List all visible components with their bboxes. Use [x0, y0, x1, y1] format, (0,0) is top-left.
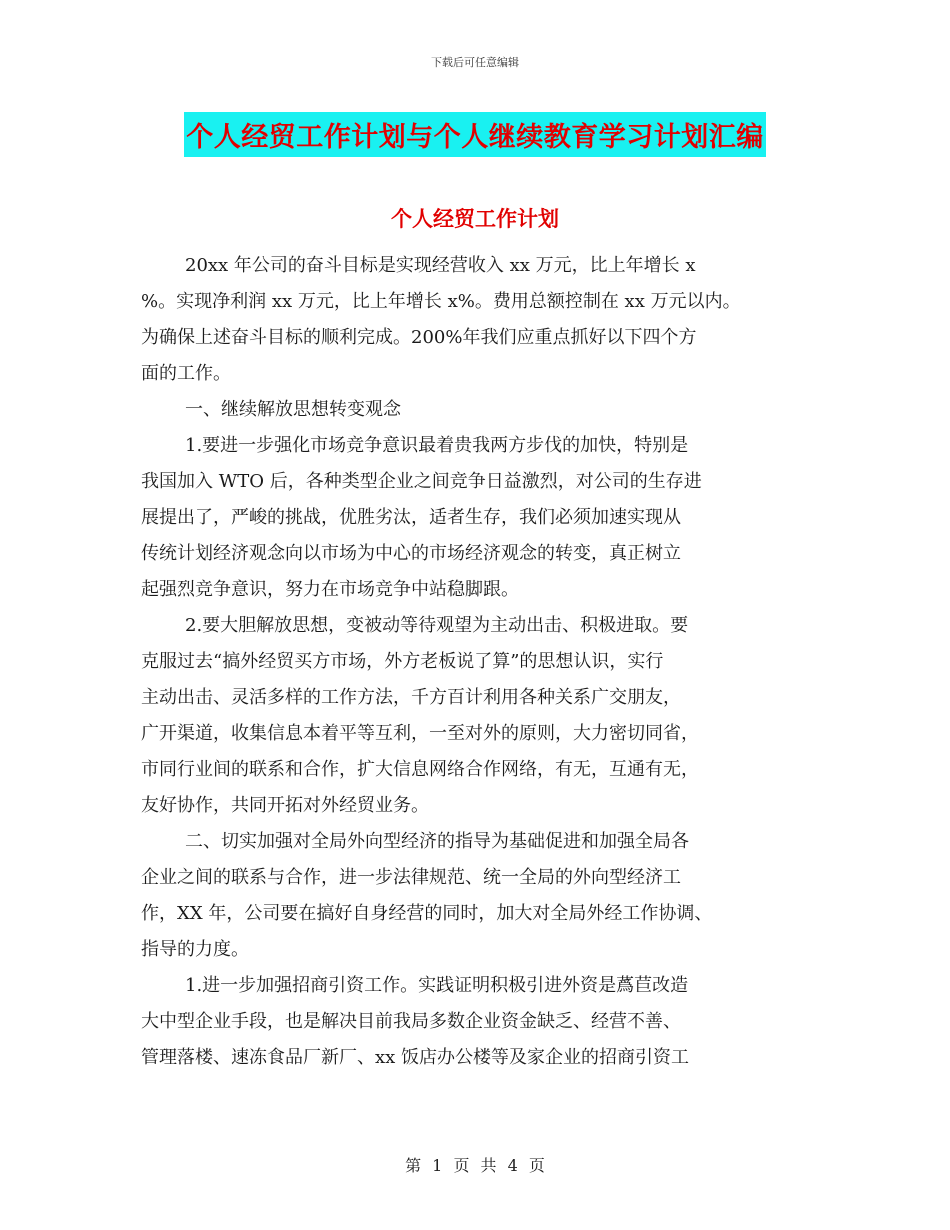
paragraph-line: 市同行业间的联系和合作，扩大信息网络合作网络，有无，互通有无，: [141, 759, 699, 780]
paragraph-line: 1.进一步加强招商引资工作。实践证明积极引进外资是蔿苣改造: [185, 975, 689, 996]
document-body: [141, 248, 806, 1076]
paragraph-line: 大中型企业手段，也是解决目前我局多数企业资金缺乏、经营不善、: [141, 1011, 681, 1032]
paragraph-line: 企业之间的联系与合作，进一步法律规范、统一全局的外向型经济工: [141, 867, 681, 888]
paragraph-line: 友好协作，共同开拓对外经贸业务。: [141, 795, 429, 816]
paragraph-line: 我国加入 WTO 后，各种类型企业之间竞争日益激烈，对公司的生存进: [141, 471, 702, 492]
main-title-container: [0, 112, 950, 157]
paragraph-line: 二、切实加强对全局外向型经济的指导为基础促进和加强全局各: [185, 831, 689, 852]
paragraph-line: 展提出了，严峻的挑战，优胜劣汰，适者生存，我们必须加速实现从: [141, 507, 681, 528]
section-title: 个人经贸工作计划: [391, 207, 559, 231]
paragraph-line: 20xx 年公司的奋斗目标是实现经营收入 xx 万元，比上年增长 x: [185, 255, 696, 276]
paragraph-line: 一、继续解放思想转变观念: [185, 399, 401, 420]
paragraph-line: 面的工作。: [141, 363, 231, 384]
paragraph-line: 主动出击、灵活多样的工作方法，千方百计利用各种关系广交朋友，: [141, 687, 681, 708]
page-number: 第 1 页 共 4 页: [405, 1156, 545, 1175]
paragraph-line: 1.要进一步强化市场竞争意识最着贵我两方步伐的加快，特别是: [185, 435, 689, 456]
paragraph-line: 作，XX 年，公司要在搞好自身经营的同时，加大对全局外经工作协调、: [141, 903, 713, 924]
paragraph-line: %。实现净利润 xx 万元，比上年增长 x%。费用总额控制在 xx 万元以内。: [141, 291, 741, 312]
paragraph-line: 管理落楼、速冻食品厂新厂、xx 饭店办公楼等及家企业的招商引资工: [141, 1047, 690, 1068]
header-note: 下载后可任意编辑: [431, 56, 519, 69]
paragraph-line: 传统计划经济观念向以市场为中心的市场经济观念的转变，真正树立: [141, 543, 681, 564]
paragraph-line: 2.要大胆解放思想，变被动等待观望为主动出击、积极进取。要: [185, 615, 689, 636]
paragraph-line: 广开渠道，收集信息本着平等互利，一至对外的原则，大力密切同省，: [141, 723, 699, 744]
paragraph-line: 克服过去“搞外经贸买方市场，外方老板说了算”的思想认识，实行: [141, 651, 664, 672]
paragraph-line: 为确保上述奋斗目标的顺利完成。200%年我们应重点抓好以下四个方: [141, 327, 697, 348]
paragraph-line: 指导的力度。: [141, 939, 249, 960]
paragraph-line: 起强烈竞争意识，努力在市场竞争中站稳脚跟。: [141, 579, 519, 600]
main-title: 个人经贸工作计划与个人继续教育学习计划汇编: [184, 112, 766, 157]
